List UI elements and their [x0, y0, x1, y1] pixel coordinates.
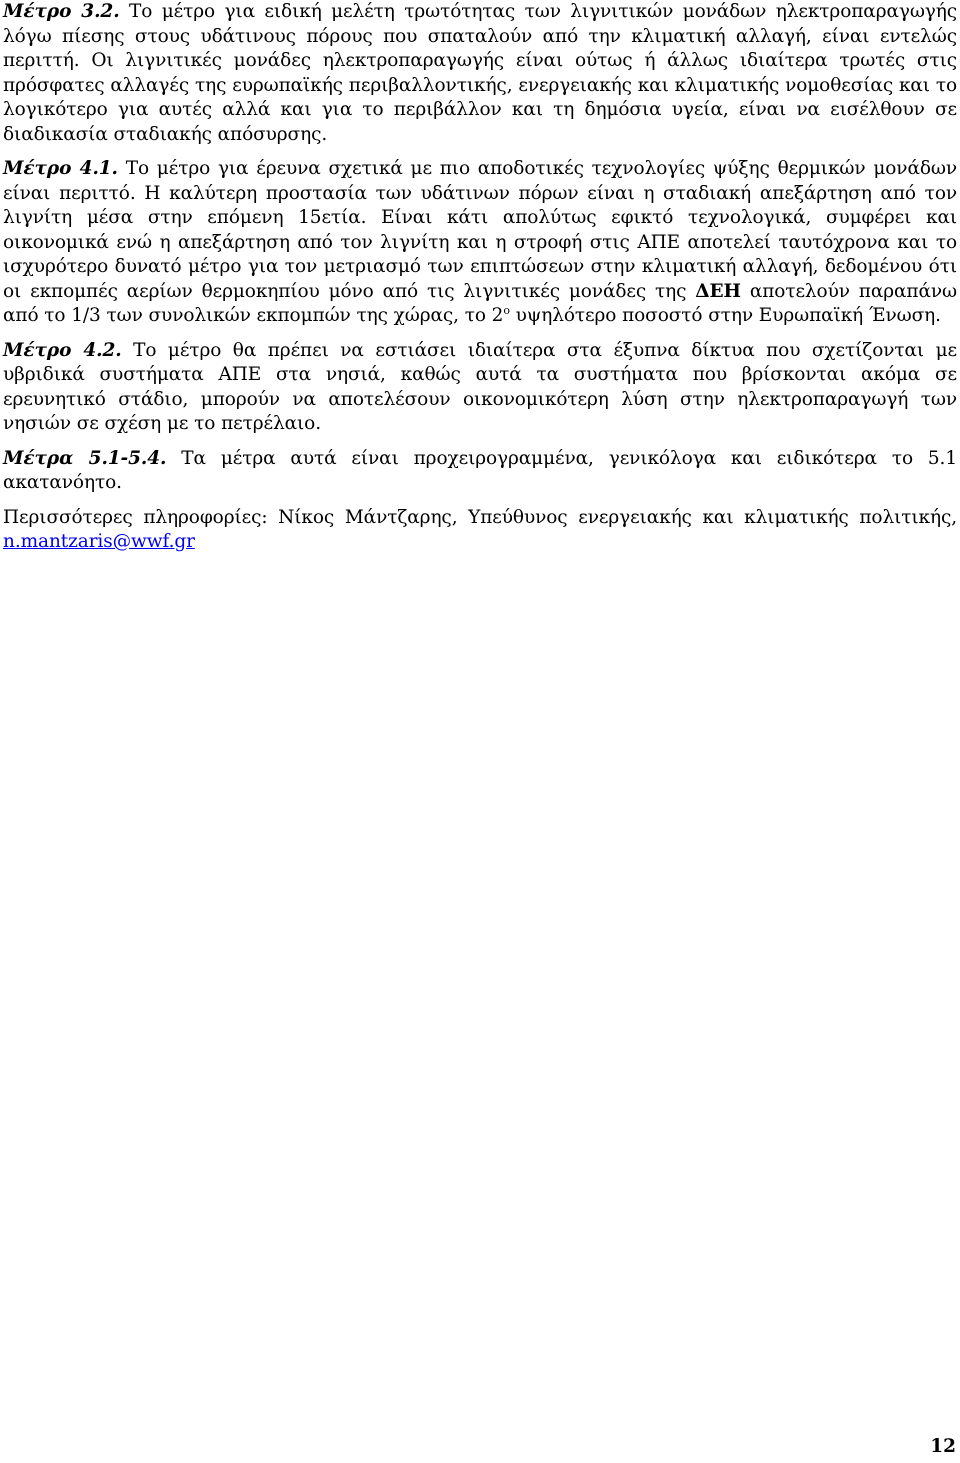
paragraph-text: Τα μέτρα αυτά είναι προχειρογραμμένα, γενικόλογα και ειδικότερα το 5.1 ακατανόητο. [3, 447, 958, 493]
measure-label: Μέτρα 5.1-5.4. [3, 447, 167, 469]
paragraph-measures-5-1-5-4 [3, 447, 957, 496]
paragraph-text: Το μέτρο θα πρέπει να εστιάσει ιδιαίτερα στα έξυπνα δίκτυα που σχετίζονται με υβριδικά συστήματα ΑΠΕ στα νησιά, καθώς αυτά τα συστήματα που βρίσκονται ακόμα σε ερευνητικό στάδιο, μπορούν να αποτελέσουν οικονομικότερη λύση στην ηλεκτροπαραγωγή των νησιών σε σχέση με το πετρέλαιο. [3, 339, 957, 434]
paragraph-text-middle: αποτελούν παραπάνω από το 1/3 των συνολικών εκπομπών της χώρας, το 2 [3, 280, 957, 326]
paragraph-measure-3-2 [3, 0, 957, 147]
ordinal-superscript: ο [503, 303, 510, 317]
paragraph-text: Το μέτρο για ειδική μελέτη τρωτότητας των λιγνιτικών μονάδων ηλεκτροπαραγωγής λόγω πίεσης στους υδάτινους πόρους που σπαταλούν από την κλιματική αλλαγή, είναι εντελώς περιττή. Οι λιγνιτικές μονάδες ηλεκτροπαραγωγής είναι ούτως ή άλλως ιδιαίτερα τρωτές στις πρόσφατες αλλαγές της ευρωπαϊκής περιβαλλοντικής, ενεργειακής και κλιματικής νομοθεσίας και το λογικότερο για αυτές αλλά και για το περιβάλλον και τη δημόσια υγεία, είναι να εισέλθουν σε διαδικασία σταδιακής απόσυρσης. [3, 1, 958, 145]
page-number: 12 [930, 1436, 956, 1457]
contact-text: Περισσότερες πληροφορίες: Νίκος Μάντζαρης, Υπεύθυνος ενεργειακής και κλιματικής πολιτικής, [3, 506, 957, 528]
contact-paragraph [3, 506, 957, 555]
measure-label: Μέτρο 4.2. [3, 339, 122, 361]
measure-label: Μέτρο 3.2. [3, 1, 120, 22]
paragraph-measure-4-1 [3, 157, 957, 329]
paragraph-text-end: υψηλότερο ποσοστό στην Ευρωπαϊκή Ένωση. [509, 305, 941, 326]
paragraph-measure-4-2 [3, 339, 957, 437]
measure-label: Μέτρο 4.1. [3, 158, 118, 179]
document-page [3, 0, 957, 565]
deh-abbreviation: ΔΕΗ [695, 280, 741, 302]
email-link[interactable]: n.mantzaris@wwf.gr [3, 531, 195, 552]
paragraph-text: Το μέτρο για έρευνα σχετικά με πιο αποδοτικές τεχνολογίες ψύξης θερμικών μονάδων είναι περιττό. Η καλύτερη προστασία των υδάτινων πόρων είναι η σταδιακή απεξάρτηση από τον λιγνίτη μέσα στην επόμενη 15ετία. Είναι κάτι απολύτως εφικτό τεχνολογικά, συμφέρει και οικονομικά ενώ η απεξάρτηση από τον λιγνίτη και η στροφή στις ΑΠΕ αποτελεί ταυτόχρονα και το ισχυρότερο δυνατό μέτρο για τον μετριασμό των επιπτώσεων στην κλιματική αλλαγή, δεδομένου ότι οι εκπομπές αερίων θερμοκηπίου μόνο από τις λιγνιτικές μονάδες της [3, 158, 958, 302]
